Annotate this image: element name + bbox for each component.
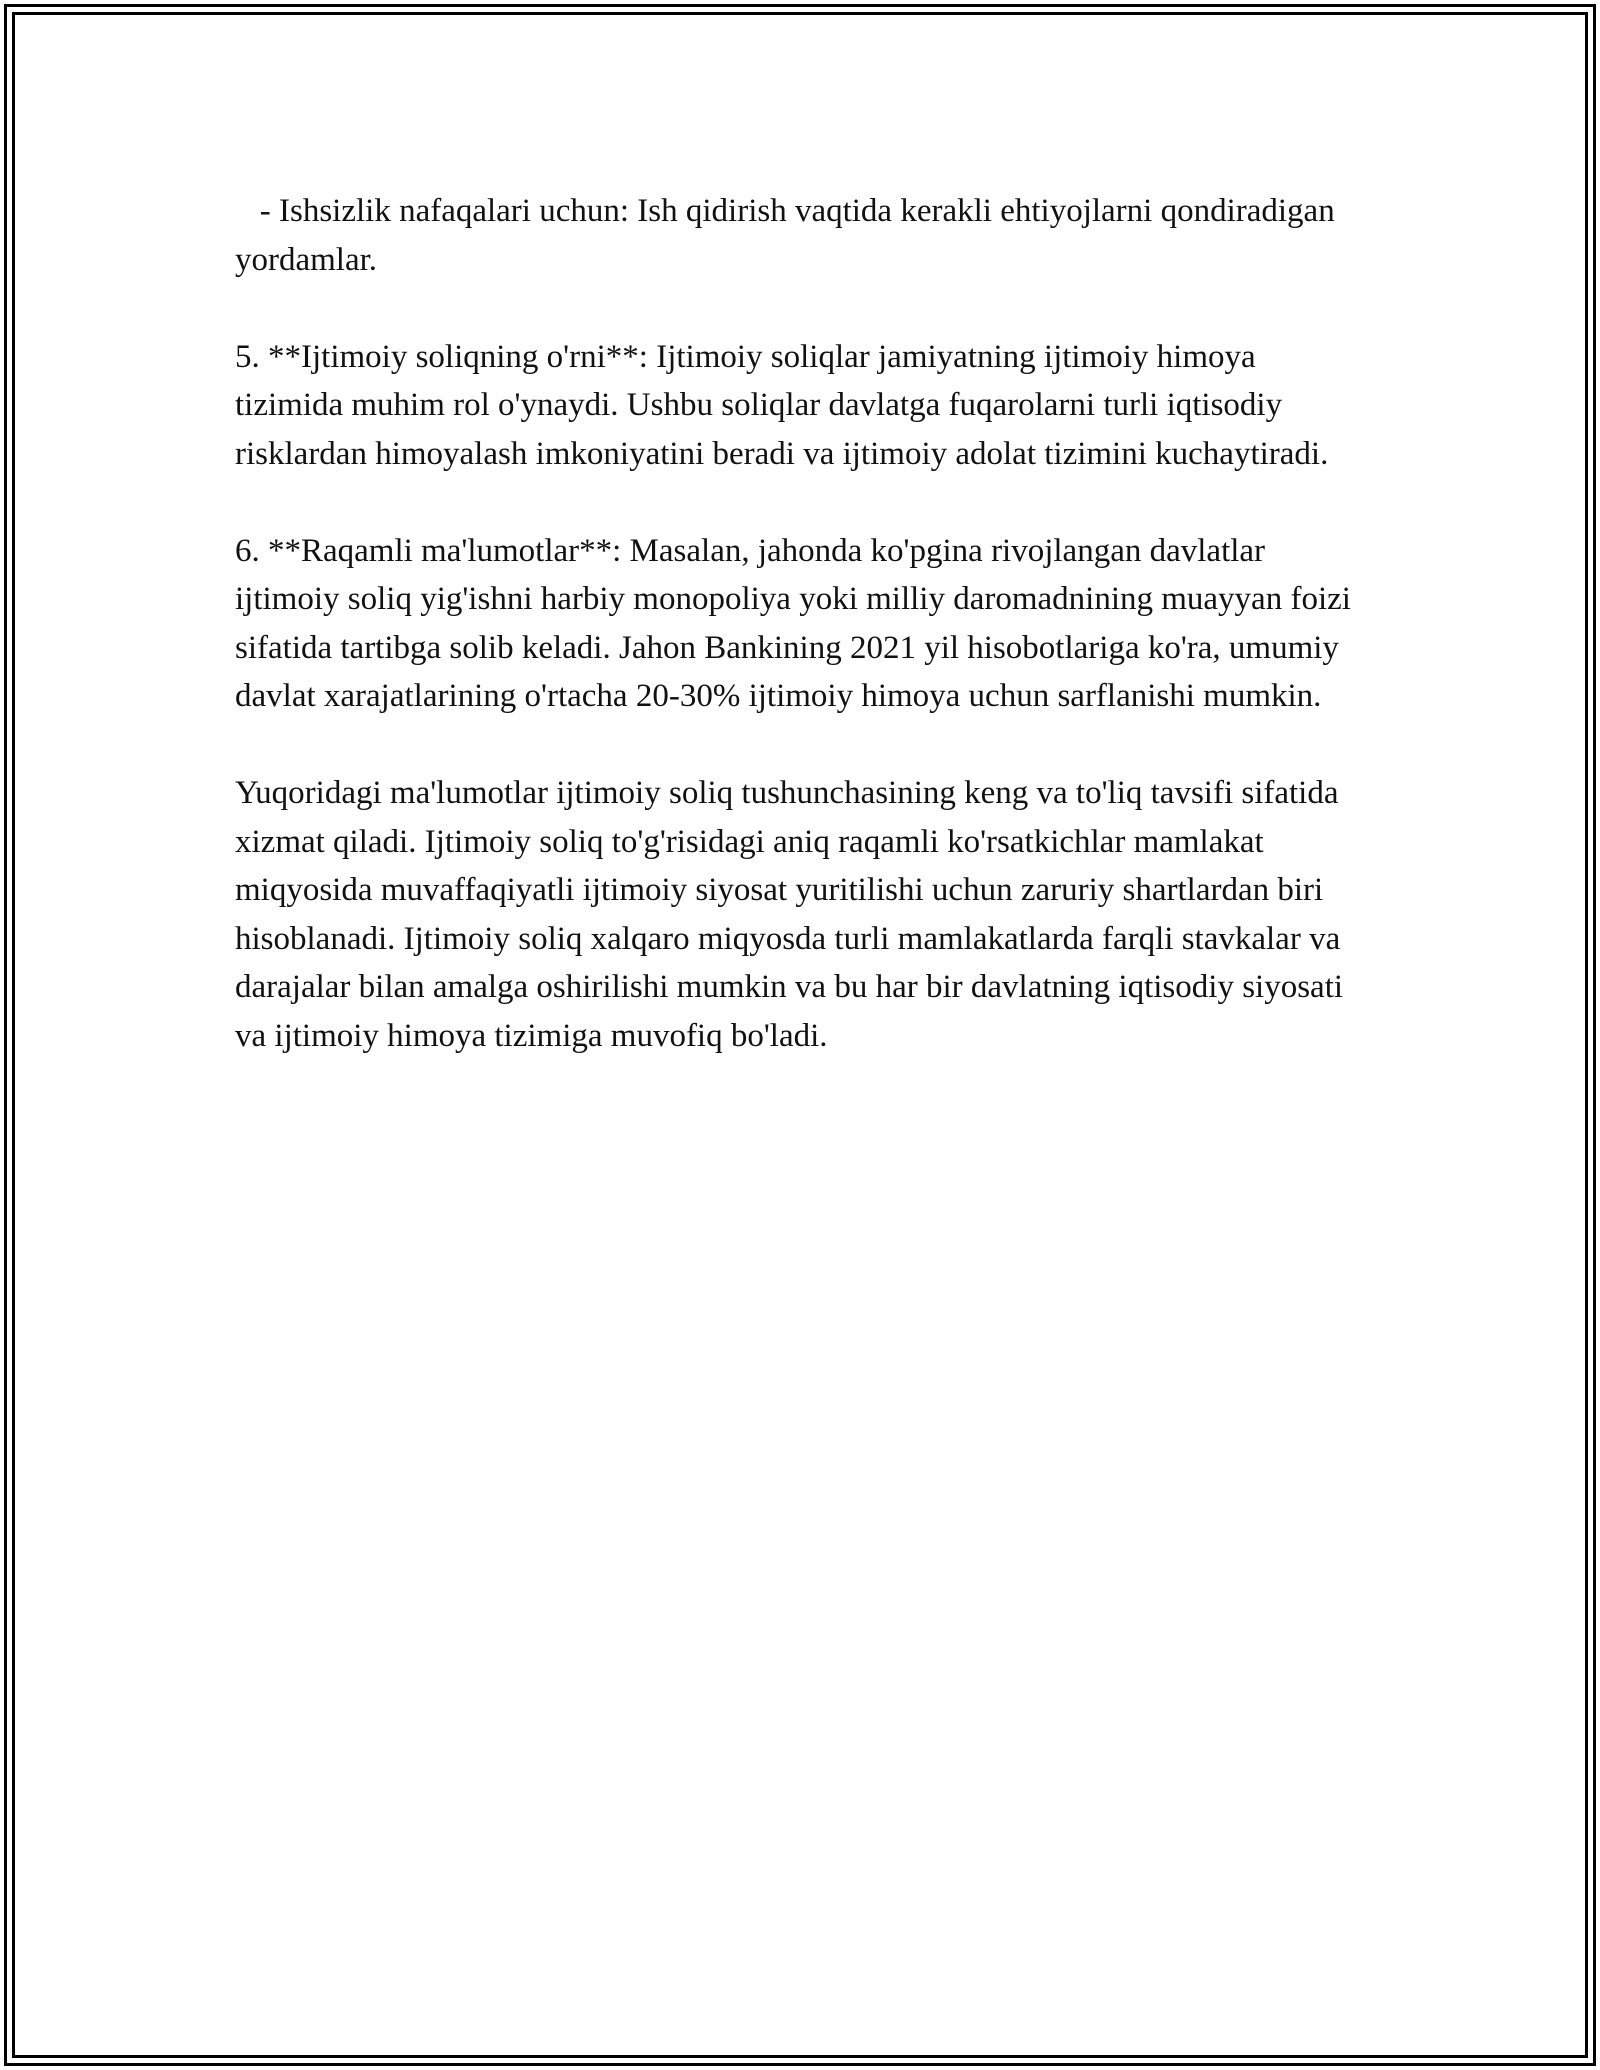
document-body bbox=[235, 187, 1370, 1109]
paragraph-conclusion: Yuqoridagi ma'lumotlar ijtimoiy soliq tushunchasining keng va to'liq tavsifi sifatida xizmat qiladi. Ijtimoiy soliq to'g'risidagi aniq raqamli ko'rsatkichlar mamlakat miqyosida muvaffaqiyatli ijtimoiy siyosat yuritilishi uchun zaruriy shartlardan biri hisoblanadi. Ijtimoiy soliq xalqaro miqyosda turli mamlakatlarda farqli stavkalar va darajalar bilan amalga oshirilishi mumkin va bu har bir davlatning iqtisodiy siyosati va ijtimoiy himoya tizimiga muvofiq bo'ladi. bbox=[235, 775, 1352, 1054]
paragraph-numeric-data: 6. **Raqamli ma'lumotlar**: Masalan, jahonda ko'pgina rivojlangan davlatlar ijtimoiy soliq yig'ishni harbiy monopoliya yoki milliy daromadnining muayyan foizi sifatida tartibga solib keladi. Jahon Bankining 2021 yil hisobotlariga ko'ra, umumiy davlat xarajatlarining o'rtacha 20-30% ijtimoiy himoya uchun sarflanishi mumkin. bbox=[235, 532, 1360, 714]
paragraph-unemployment-benefits: - Ishsizlik nafaqalari uchun: Ish qidirish vaqtida kerakli ehtiyojlarni qondiradigan yordamlar. bbox=[235, 193, 1343, 278]
paragraph-role-of-social-tax: 5. **Ijtimoiy soliqning o'rni**: Ijtimoiy soliqlar jamiyatning ijtimoiy himoya tizimida muhim rol o'ynaydi. Ushbu soliqlar davlatga fuqarolarni turli iqtisodiy risklardan himoyalash imkoniyatini beradi va ijtimoiy adolat tizimini kuchaytiradi. bbox=[235, 338, 1329, 472]
